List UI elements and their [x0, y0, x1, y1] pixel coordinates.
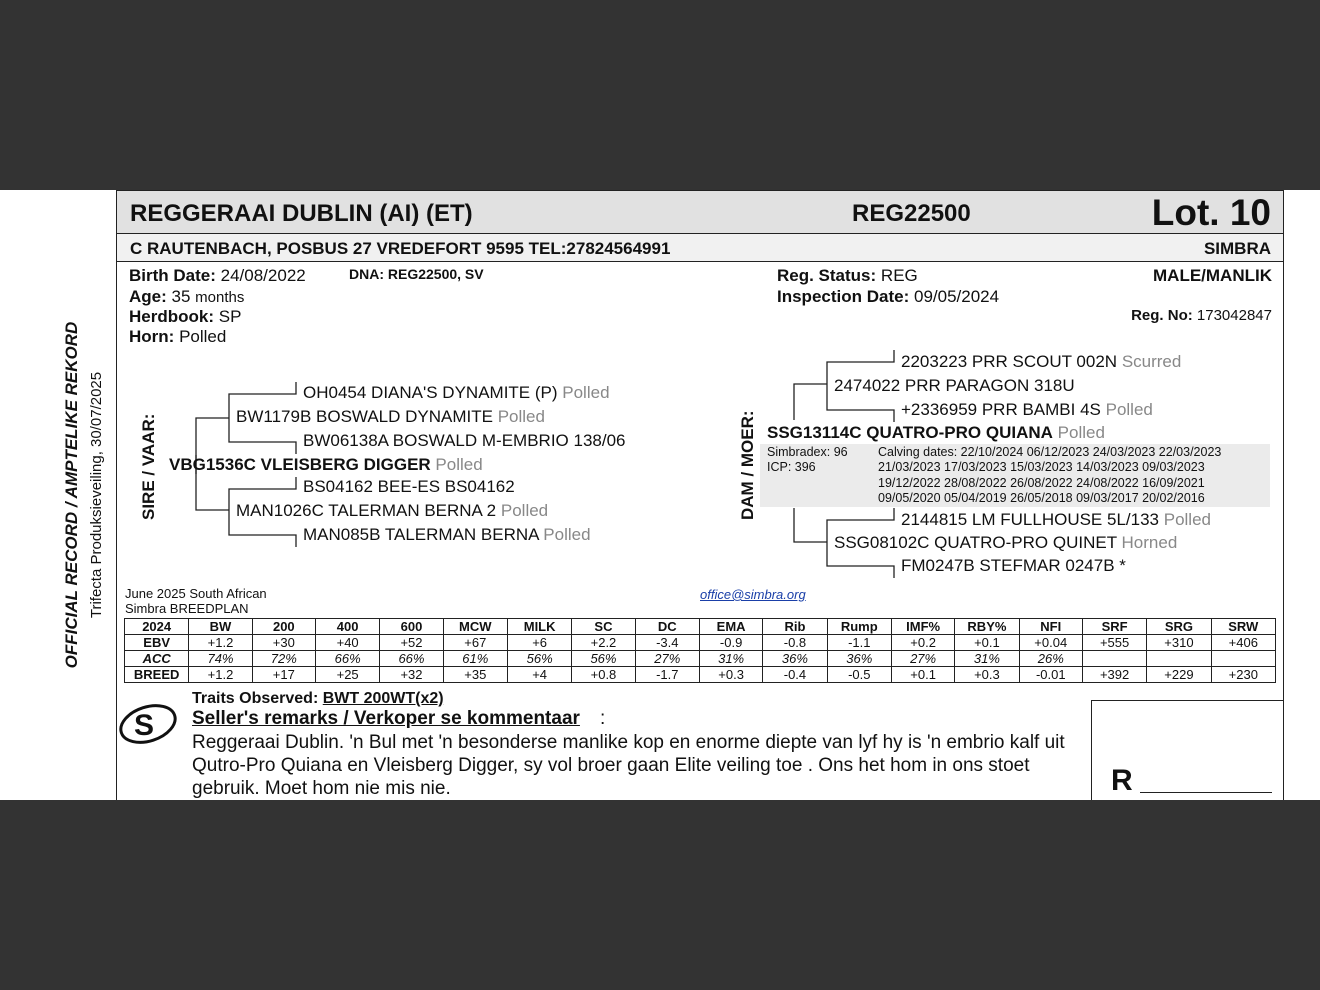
ebv-header-cell: Rib	[763, 619, 827, 635]
ebv-cell: -0.8	[763, 635, 827, 651]
ebv-cell: -1.7	[635, 667, 699, 683]
ebv-cell: 36%	[763, 651, 827, 667]
dam-dam-dam: FM0247B STEFMAR 0247B *	[901, 556, 1126, 575]
ebv-header-cell: SC	[572, 619, 635, 635]
sire: VBG1536C VLEISBERG DIGGER Polled	[169, 455, 483, 474]
ebv-cell: +17	[252, 667, 315, 683]
dam-label: DAM / MOER:	[738, 410, 757, 520]
ebv-header-row	[125, 619, 1276, 635]
simbradex: Simbradex: 96	[767, 445, 848, 459]
reg-status: Reg. Status: REG	[777, 266, 918, 285]
ebv-cell	[1082, 651, 1146, 667]
ebv-cell: +30	[252, 635, 315, 651]
ebv-cell: 74%	[189, 651, 252, 667]
ebv-row	[125, 667, 1276, 683]
calving-line: 21/03/2023 17/03/2023 15/03/2023 14/03/2023 09/03/2023	[878, 460, 1205, 474]
ebv-cell: 31%	[955, 651, 1019, 667]
ebv-header-cell: MCW	[443, 619, 507, 635]
official-record-label: OFFICIAL RECORD / AMPTELIKE REKORD	[62, 321, 81, 669]
svg-text:S: S	[134, 709, 155, 742]
sale-name-label: Trifecta Produksieveiling, 30/07/2025	[88, 371, 105, 619]
traits-observed: Traits Observed: BWT 200WT(x2)	[192, 690, 444, 707]
reg-no: Reg. No: 173042847	[1131, 307, 1272, 324]
ebv-cell: +392	[1082, 667, 1146, 683]
animal-name: REGGERAAI DUBLIN (AI) (ET)	[130, 200, 473, 227]
ebv-cell: +6	[507, 635, 571, 651]
icp: ICP: 396	[767, 460, 816, 474]
ebv-header-cell: Rump	[827, 619, 891, 635]
ebv-cell: 36%	[827, 651, 891, 667]
ebv-cell: +0.3	[699, 667, 762, 683]
herdbook: Herdbook: SP	[129, 307, 242, 326]
ebv-cell: -0.01	[1019, 667, 1082, 683]
ebv-cell: 26%	[1019, 651, 1082, 667]
ebv-cell: -1.1	[827, 635, 891, 651]
dam: SSG13114C QUATRO-PRO QUIANA Polled	[767, 423, 1105, 442]
ebv-cell: +0.8	[572, 667, 635, 683]
ebv-cell: 56%	[507, 651, 571, 667]
ebv-heading-line: June 2025 South African	[125, 586, 267, 601]
sire-dam: MAN1026C TALERMAN BERNA 2 Polled	[236, 501, 549, 520]
sex-label: MALE/MANLIK	[1153, 266, 1272, 285]
ebv-cell: +25	[315, 667, 379, 683]
ebv-cell: +67	[443, 635, 507, 651]
ebv-cell: -0.5	[827, 667, 891, 683]
dam-sire: 2474022 PRR PARAGON 318U	[834, 376, 1075, 395]
ebv-heading-line: Simbra BREEDPLAN	[125, 601, 249, 616]
ebv-cell	[1147, 651, 1211, 667]
ebv-cell: +1.2	[189, 635, 252, 651]
ebv-row-label: ACC	[125, 651, 189, 667]
ebv-header-cell: 2024	[125, 619, 189, 635]
dam-dam-sire: 2144815 LM FULLHOUSE 5L/133 Polled	[901, 510, 1211, 529]
dna-info: DNA: REG22500, SV	[349, 266, 484, 282]
ebv-header-cell: RBY%	[955, 619, 1019, 635]
ebv-cell: +310	[1147, 635, 1211, 651]
ebv-cell: 61%	[443, 651, 507, 667]
sire-sire-dam: BW06138A BOSWALD M-EMBRIO 138/06	[303, 431, 626, 450]
horn-status: Horn: Polled	[129, 327, 227, 346]
age: Age: 35 months	[129, 287, 245, 306]
ebv-header-cell: BW	[189, 619, 252, 635]
ebv-header-cell: SRF	[1082, 619, 1146, 635]
dam-sire-dam: +2336959 PRR BAMBI 4S Polled	[901, 400, 1153, 419]
ebv-cell	[1211, 651, 1275, 667]
price-entry-line[interactable]	[1140, 792, 1272, 793]
birth-date: Birth Date: 24/08/2022	[129, 266, 306, 285]
ebv-header-cell: MILK	[507, 619, 571, 635]
ebv-row-label: EBV	[125, 635, 189, 651]
calving-line: 19/12/2022 28/08/2022 26/08/2022 24/08/2022 16/09/2021	[878, 476, 1205, 490]
calving-line: Calving dates: 22/10/2024 06/12/2023 24/03/2023 22/03/2023	[878, 445, 1222, 459]
ebv-cell: 72%	[252, 651, 315, 667]
ebv-cell: +555	[1082, 635, 1146, 651]
ebv-cell: +35	[443, 667, 507, 683]
ebv-cell: 66%	[380, 651, 443, 667]
ebv-row-label: BREED	[125, 667, 189, 683]
ebv-cell: +1.2	[189, 667, 252, 683]
calving-record	[760, 444, 1270, 507]
ebv-cell: +229	[1147, 667, 1211, 683]
ebv-cell: +0.2	[891, 635, 954, 651]
ebv-header-cell: 200	[252, 619, 315, 635]
breed-label: SIMBRA	[1203, 239, 1271, 258]
ebv-cell: 27%	[891, 651, 954, 667]
ebv-row	[125, 651, 1276, 667]
price-currency: R	[1111, 764, 1133, 797]
dam-sire-sire: 2203223 PRR SCOUT 002N Scurred	[901, 352, 1182, 371]
ebv-cell: +0.1	[891, 667, 954, 683]
ebv-table	[124, 618, 1276, 683]
ebv-cell: -0.4	[763, 667, 827, 683]
dam-dam: SSG08102C QUATRO-PRO QUINET Horned	[834, 533, 1178, 552]
ebv-cell: +230	[1211, 667, 1275, 683]
sire-sire-sire: OH0454 DIANA'S DYNAMITE (P) Polled	[303, 383, 610, 402]
ebv-cell: 56%	[572, 651, 635, 667]
calving-line: 09/05/2020 05/04/2019 26/05/2018 09/03/2017 20/02/2016	[878, 491, 1205, 505]
ebv-cell: +0.3	[955, 667, 1019, 683]
ebv-cell: +0.04	[1019, 635, 1082, 651]
ebv-header-cell: SRG	[1147, 619, 1211, 635]
ebv-cell: -3.4	[635, 635, 699, 651]
ebv-cell: +32	[380, 667, 443, 683]
inspection-date: Inspection Date: 09/05/2024	[777, 287, 1000, 306]
ebv-header-cell: NFI	[1019, 619, 1082, 635]
ebv-cell: 27%	[635, 651, 699, 667]
ebv-cell: +40	[315, 635, 379, 651]
sire-sire: BW1179B BOSWALD DYNAMITE Polled	[236, 407, 545, 426]
ebv-cell: 66%	[315, 651, 379, 667]
owner-details: C RAUTENBACH, POSBUS 27 VREDEFORT 9595 TEL:27824564991	[130, 239, 671, 258]
lot-number: Lot. 10	[1151, 192, 1271, 233]
remarks-colon: :	[600, 708, 606, 729]
ebv-cell: +0.1	[955, 635, 1019, 651]
ebv-cell: -0.9	[699, 635, 762, 651]
ebv-cell: 31%	[699, 651, 762, 667]
ebv-row	[125, 635, 1276, 651]
remarks-title: Seller's remarks / Verkoper se kommentaar	[192, 708, 580, 729]
ebv-header-cell: SRW	[1211, 619, 1275, 635]
ebv-header-cell: EMA	[699, 619, 762, 635]
ebv-header-cell: IMF%	[891, 619, 954, 635]
ebv-cell: +52	[380, 635, 443, 651]
sire-dam-dam: MAN085B TALERMAN BERNA Polled	[303, 525, 591, 544]
ebv-cell: +406	[1211, 635, 1275, 651]
reg-code: REG22500	[852, 200, 971, 227]
ebv-header-cell: 600	[380, 619, 443, 635]
office-email-link[interactable]: office@simbra.org	[700, 587, 806, 602]
seller-remarks: Reggeraai Dublin. 'n Bul met 'n besonderse manlike kop en enorme diepte van lyf hy is 'n embrio kalf uit Qutro-Pro Quiana en Vleisberg Digger, sy vol broer gaan Elite veiling toe . Ons het hom in ons stoet gebruik. Moet hom nie mis nie.	[192, 732, 1065, 799]
ebv-cell: +2.2	[572, 635, 635, 651]
simbra-logo-icon	[116, 700, 180, 752]
sire-dam-sire: BS04162 BEE-ES BS04162	[303, 477, 515, 496]
ebv-heading	[125, 586, 267, 616]
ebv-header-cell: 400	[315, 619, 379, 635]
ebv-cell: +4	[507, 667, 571, 683]
ebv-header-cell: DC	[635, 619, 699, 635]
sire-label: SIRE / VAAR:	[139, 413, 158, 520]
